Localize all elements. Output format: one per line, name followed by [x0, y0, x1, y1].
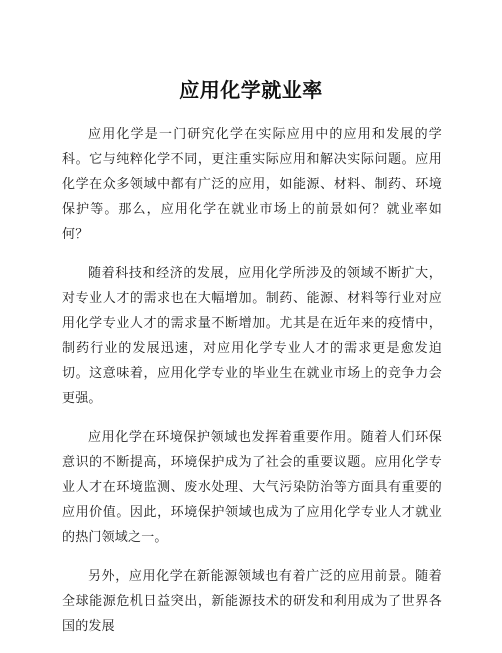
- paragraph: 应用化学在环境保护领域也发挥着重要作用。随着人们环保意识的不断提高，环境保护成为了社会的重要议题。应用化学专业人才在环境监测、废水处理、大气污染防治等方面具有重要的应用价值。因此，环境保护领域也成为了应用化学专业人才就业的热门领域之一。: [62, 430, 442, 545]
- paragraph: 应用化学是一门研究化学在实际应用中的应用和发展的学科。它与纯粹化学不同，更注重实际应用和解决实际问题。应用化学在众多领域中都有广泛的应用，如能源、材料、制药、环境保护等。那么，应用化学在就业市场上的前景如何？就业率如何？: [62, 127, 442, 242]
- document-title: 应用化学就业率: [179, 78, 323, 102]
- paragraph: 随着科技和经济的发展，应用化学所涉及的领域不断扩大，对专业人才的需求也在大幅增加。制药、能源、材料等行业对应用化学专业人才的需求量不断增加。尤其是在近年来的疫情中，制药行业的发展迅速，对应用化学专业人才的需求更是愈发迫切。这意味着，应用化学专业的毕业生在就业市场上的竞争力会更强。: [62, 266, 442, 406]
- document-body: [62, 122, 442, 653]
- paragraph: 另外，应用化学在新能源领域也有着广泛的应用前景。随着全球能源危机日益突出，新能源技术的研发和利用成为了世界各国的发展: [62, 569, 442, 634]
